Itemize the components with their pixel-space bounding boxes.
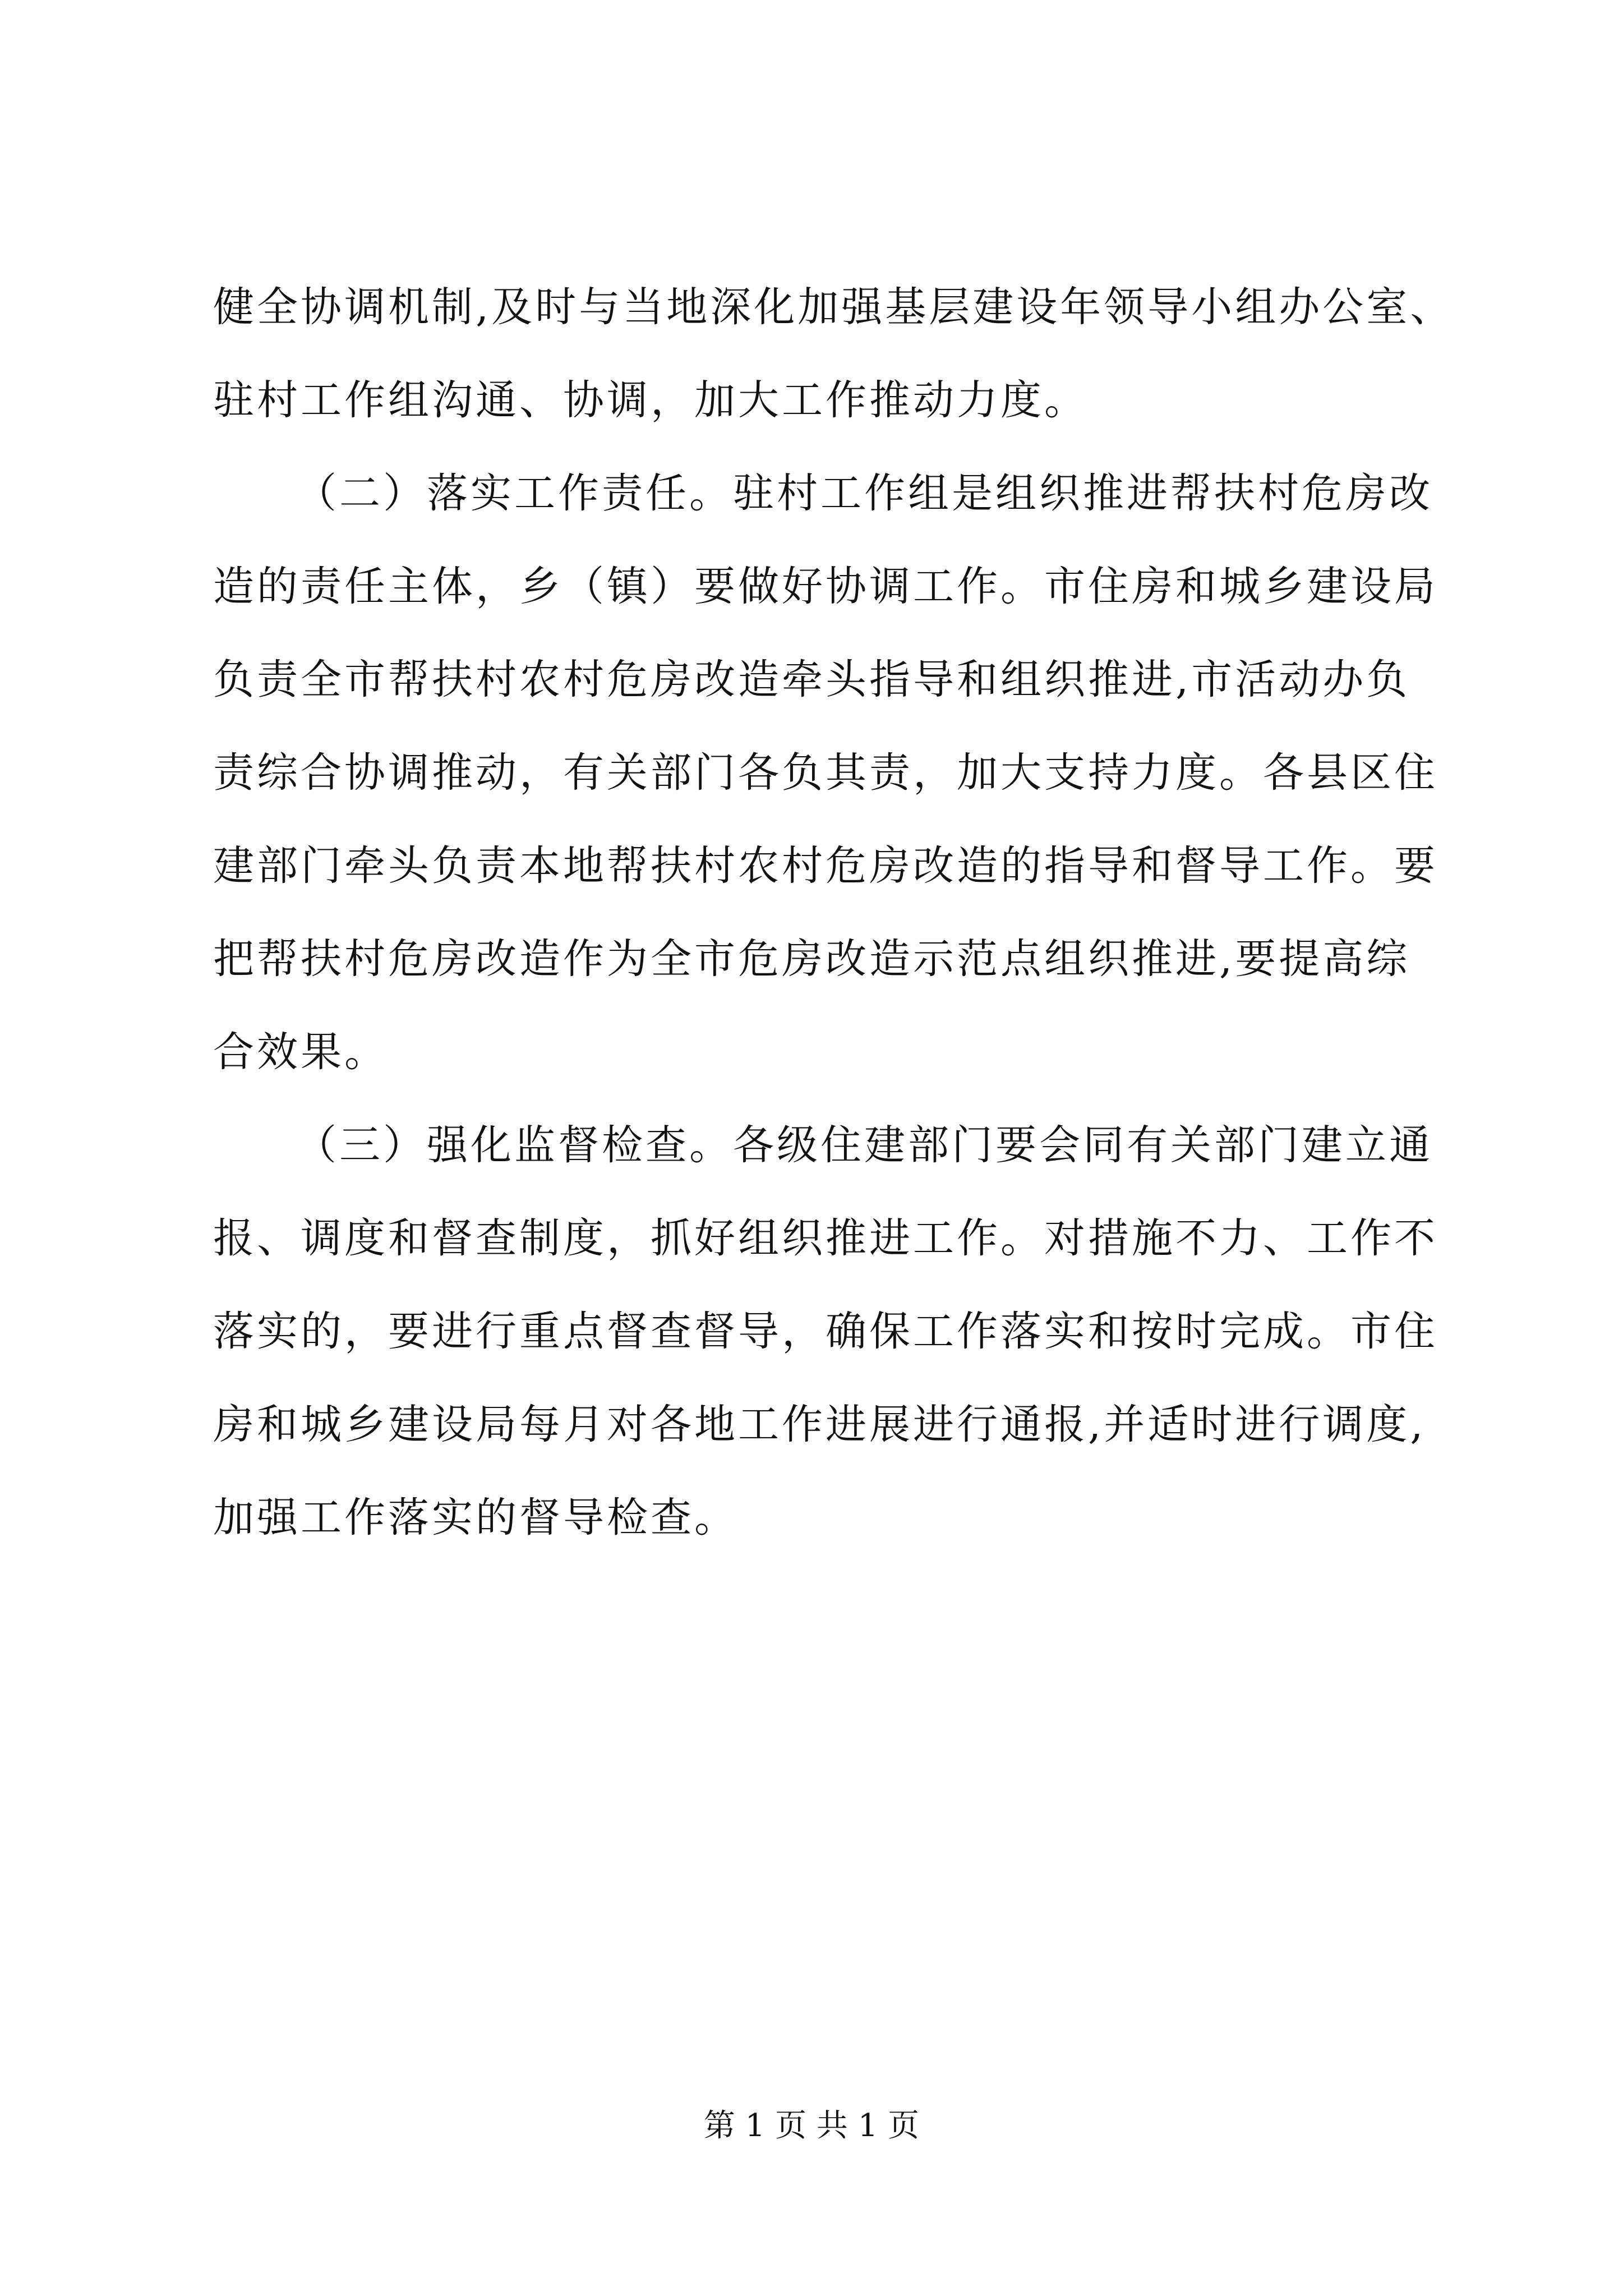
text-line: 驻村工作组沟通、协调，加大工作推动力度。 <box>213 376 1088 424</box>
text-line: 合效果。 <box>213 1028 388 1076</box>
text-line: 造的责任主体，乡（镇）要做好协调工作。市住房和城乡建设局 <box>213 563 1438 610</box>
paragraph-heading-line: （三）强化监督检查。各级住建部门要会同有关部门建立通 <box>296 1121 1433 1169</box>
page-footer: 第 1 页 共 1 页 <box>703 2108 920 2144</box>
paragraph-heading-line: （二）落实工作责任。驻村工作组是组织推进帮扶村危房改 <box>296 470 1433 517</box>
text-line: 建部门牵头负责本地帮扶村农村危房改造的指导和督导工作。要 <box>213 842 1438 890</box>
text-line: 落实的，要进行重点督查督导，确保工作落实和按时完成。市住 <box>213 1308 1438 1355</box>
text-line: 报、调度和督查制度，抓好组织推进工作。对措施不力、工作不 <box>213 1214 1438 1262</box>
text-line: 健全协调机制,及时与当地深化加强基层建设年领导小组办公室、 <box>213 283 1454 331</box>
text-line: 加强工作落实的督导检查。 <box>213 1494 738 1542</box>
text-line: 责综合协调推动，有关部门各负其责，加大支持力度。各县区住 <box>213 749 1438 797</box>
text-line: 房和城乡建设局每月对各地工作进展进行通报,并适时进行调度, <box>213 1401 1426 1448</box>
text-line: 负责全市帮扶村农村危房改造牵头指导和组织推进,市活动办负 <box>213 656 1410 703</box>
body-text <box>213 261 1454 1565</box>
text-line: 把帮扶村危房改造作为全市危房改造示范点组织推进,要提高综 <box>213 935 1410 983</box>
